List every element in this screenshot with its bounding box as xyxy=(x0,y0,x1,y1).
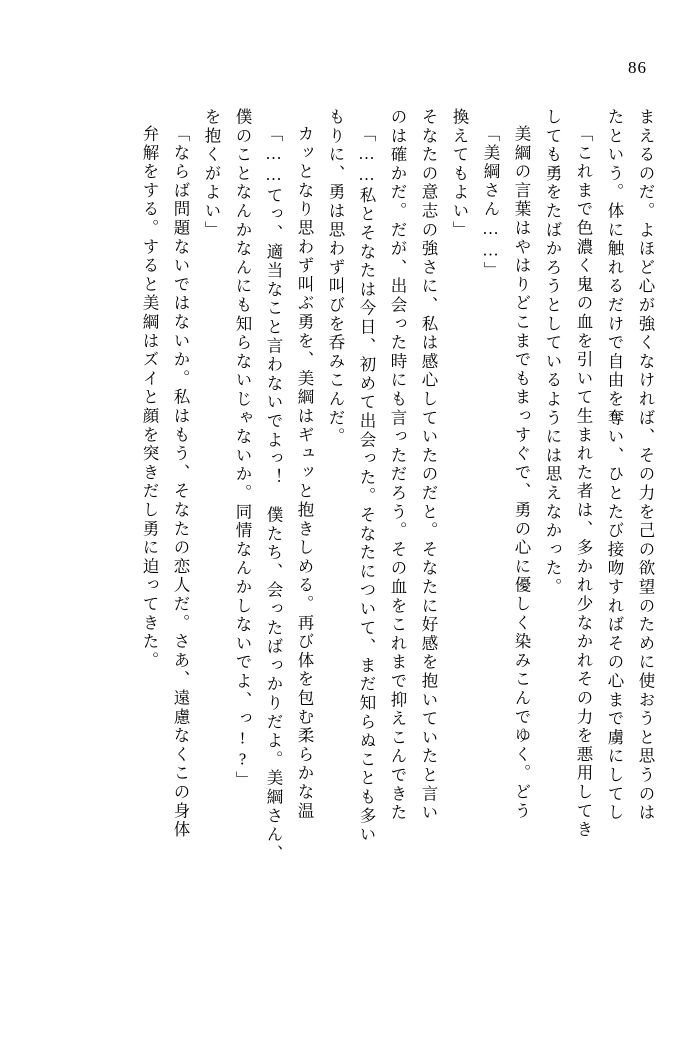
text-column: 弁解をする。すると美綱はズイと顔を突きだし勇に迫ってきた。 xyxy=(140,125,159,671)
text-column: 「これまで色濃く鬼の血を引いて生まれた者は、多かれ少なかれその力を悪用してき xyxy=(574,125,593,840)
text-column: そなたの意志の強さに、私は感心していたのだと。そなたに好感を抱いていたと言い xyxy=(419,108,438,823)
text-column: 「……てっ、適当なこと言わないでよっ！ 僕たち、会ったばっかりだよ。美綱さん、 xyxy=(264,125,283,864)
text-column: 「美綱さん……」 xyxy=(481,125,500,281)
text-column: まえるのだ。よほど心が強くなければ、その力を己の欲望のために使おうと思うのは xyxy=(636,108,655,823)
text-column: カッとなり思わず叫ぶ勇を、美綱はギュッと抱きしめる。再び体を包む柔らかな温 xyxy=(295,125,314,821)
text-column: 美綱の言葉はやはりどこまでもまっすぐで、勇の心に優しく染みこんでゆく。どう xyxy=(512,125,531,821)
text-column: たという。体に触れるだけで自由を奪い、ひとたび接吻すればその心まで虜にしてし xyxy=(605,108,624,823)
text-column: のは確かだ。だが、出会った時にも言っただろう。その血をこれまで抑えこんできた xyxy=(388,108,407,823)
text-column: 僕のことなんかなんにも知らないじゃないか。同情なんかしないでよ、っ!?」 xyxy=(233,108,252,790)
vertical-text-body xyxy=(126,108,653,988)
text-column: 「……私とそなたは今日、初めて出会った。そなたについて、まだ知らぬことも多い xyxy=(357,125,376,845)
page-number: 86 xyxy=(628,58,647,77)
text-column: 換えてもよい」 xyxy=(450,108,469,240)
text-column: もりに、勇は思わず叫びを呑みこんだ。 xyxy=(326,108,345,447)
text-column: しても勇をたばかろうとしているようには思えなかった。 xyxy=(543,108,562,597)
text-column: を抱くがよい」 xyxy=(202,108,221,240)
text-column: 「ならば問題ないではないか。私はもう、そなたの恋人だ。さあ、遠慮なくこの身体 xyxy=(171,125,190,840)
